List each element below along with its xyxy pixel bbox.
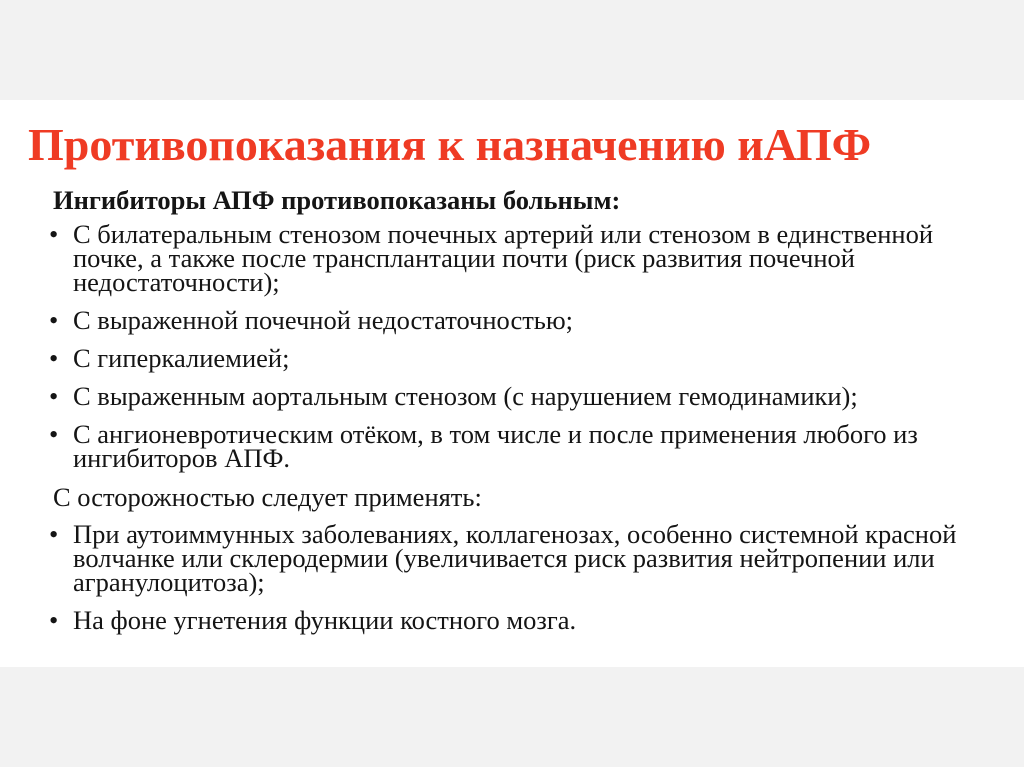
contraindication-item: • С ангионевротическим отёком, в том числе и после применения любого из ингибиторов АПФ. [45, 422, 995, 470]
intro-text: Ингибиторы АПФ противопоказаны больным: [53, 185, 621, 215]
contraindication-item: • С выраженной почечной недостаточностью; [45, 308, 995, 332]
contraindications-list [45, 219, 995, 473]
slide-content [45, 185, 995, 646]
caution-heading: С осторожностью следует применять: [53, 482, 482, 512]
slide-title: Противопоказания к назначению иАПФ [28, 119, 872, 170]
caution-list [45, 519, 995, 635]
caution-item: • При аутоиммунных заболеваниях, коллагенозах, особенно системной красной волчанке или склеродермии (увеличивается риск развития нейтропении или агранулоцитоза); [45, 522, 995, 594]
contraindication-item: • С выраженным аортальным стенозом (с нарушением гемодинамики); [45, 384, 995, 408]
caution-item: • На фоне угнетения функции костного мозга. [45, 608, 995, 632]
contraindication-item: • С билатеральным стенозом почечных артерий или стенозом в единственной почке, а также после трансплантации почти (риск развития почечной недостаточности); [45, 222, 995, 294]
contraindication-item: • С гиперкалиемией; [45, 346, 995, 370]
